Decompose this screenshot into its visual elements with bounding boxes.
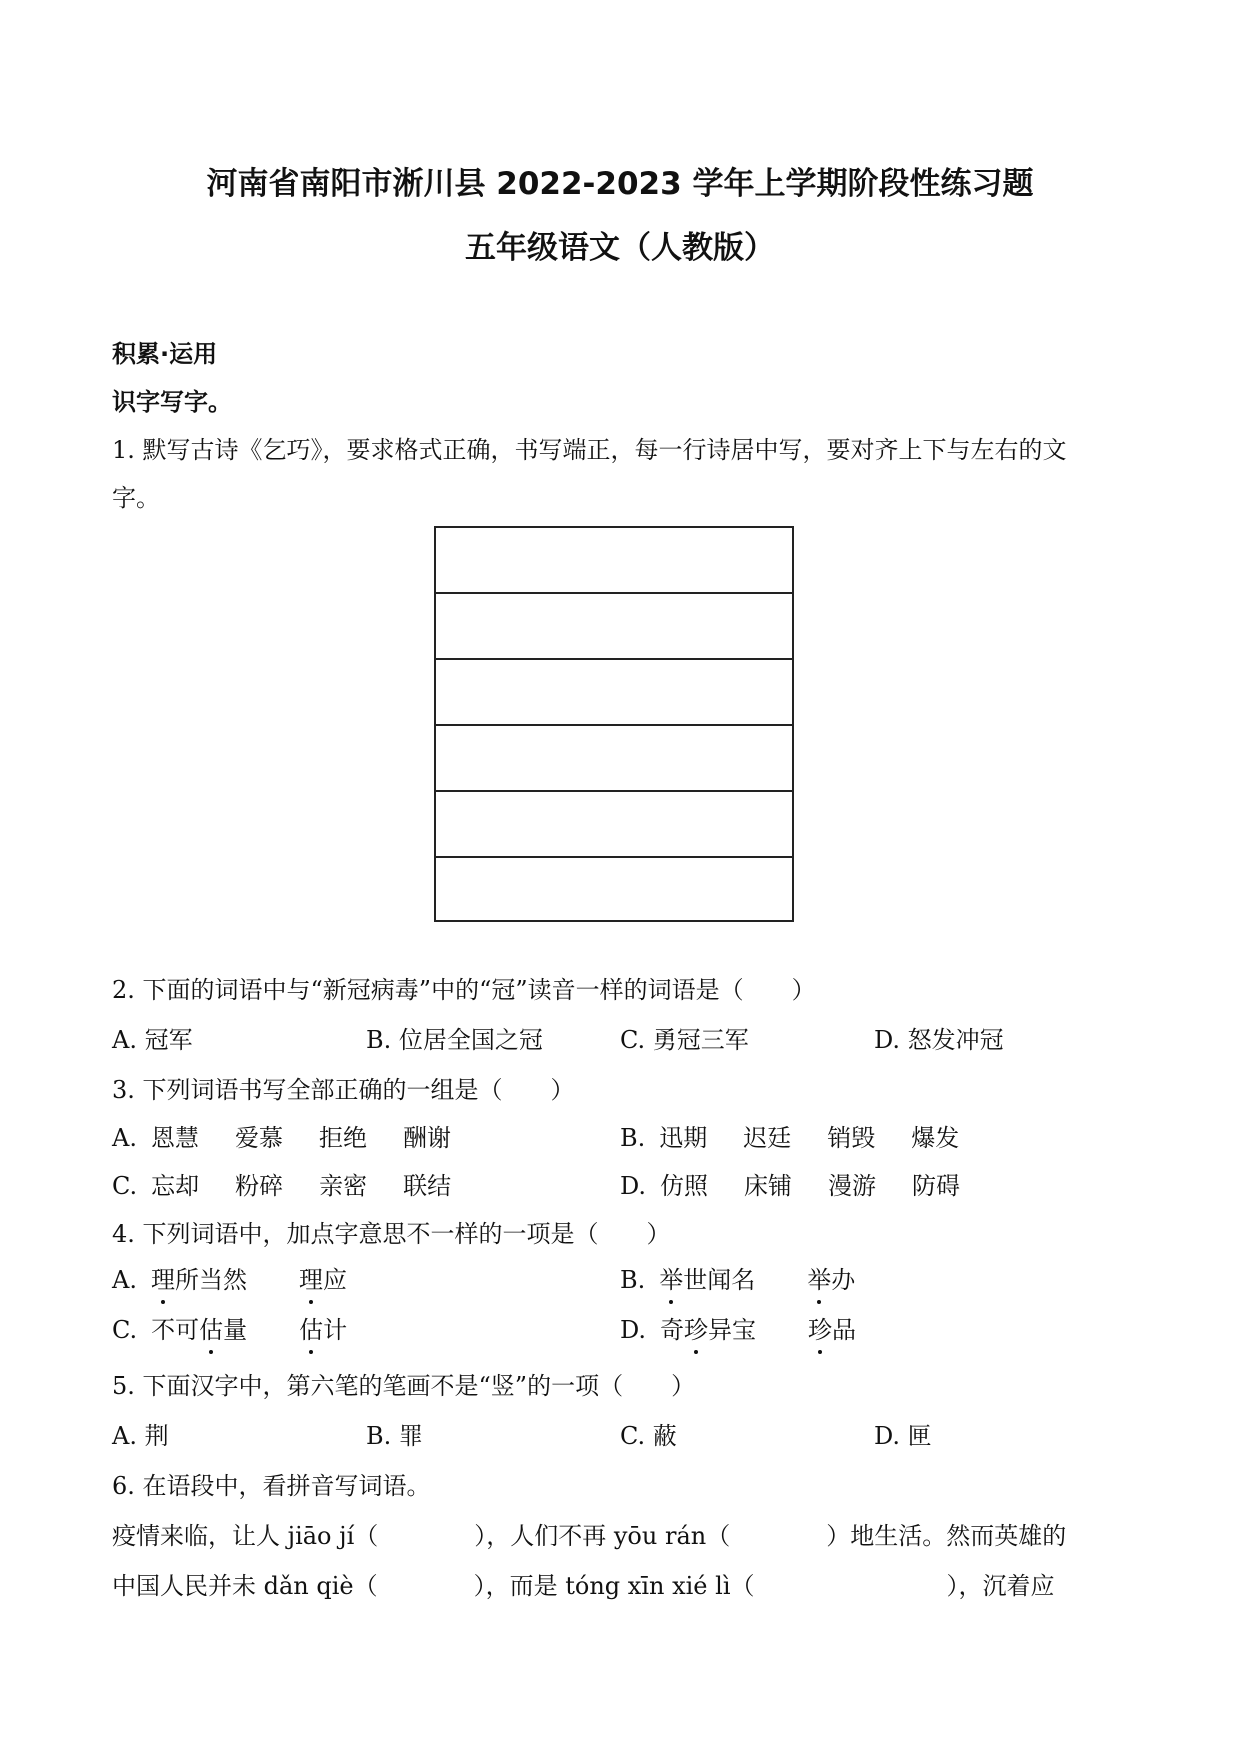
- sub-heading: 识字写字。: [112, 388, 232, 416]
- word: 恩慧: [150, 1124, 199, 1152]
- q1-stem-line1: 1. 默写古诗《乞巧》，要求格式正确，书写端正，每一行诗居中写，要对齐上下与左右的文: [112, 436, 1067, 464]
- q6-passage-line1: 疫情来临，让人 jiāo jí（ ），人们不再 yōu rán（ ）地生活。然而英雄的: [112, 1522, 1067, 1550]
- page-title: 河南省南阳市淅川县 2022-2023 学年上学期阶段性练习题: [206, 166, 1034, 202]
- dotted-char: 理: [298, 1266, 323, 1294]
- dotted-char: 估: [199, 1316, 224, 1344]
- word: 拒绝: [318, 1124, 367, 1152]
- q3-option-b[interactable]: [620, 1122, 995, 1154]
- word: 粉碎: [235, 1172, 284, 1200]
- option-label: B.: [620, 1266, 646, 1294]
- q3-stem: 3. 下列词语书写全部正确的一组是（ ）: [112, 1076, 575, 1104]
- q4-option-c[interactable]: [112, 1314, 347, 1346]
- option-label: D.: [620, 1172, 647, 1200]
- q2-stem: 2. 下面的词语中与“新冠病毒”中的“冠”读音一样的词语是（ ）: [112, 976, 816, 1004]
- section-heading: 积累·运用: [112, 340, 218, 368]
- q3-option-d[interactable]: [620, 1170, 996, 1202]
- word: 床铺: [744, 1172, 793, 1200]
- q3-option-c[interactable]: [112, 1170, 487, 1202]
- q3-option-a[interactable]: [112, 1122, 487, 1154]
- q2-option-c[interactable]: C. 勇冠三军: [620, 1026, 749, 1054]
- dotted-char: 珍: [684, 1316, 709, 1344]
- word: 联结: [403, 1172, 452, 1200]
- word-rest: 办: [831, 1266, 856, 1294]
- q1-stem-line2: 字。: [112, 484, 160, 512]
- q5-option-b[interactable]: B. 罪: [366, 1422, 423, 1450]
- dotted-char: 举: [659, 1266, 684, 1294]
- word: 迟廷: [743, 1124, 792, 1152]
- poem-grid-row[interactable]: [436, 528, 792, 594]
- q6-stem: 6. 在语段中，看拼音写词语。: [112, 1472, 431, 1500]
- q4-option-b[interactable]: [620, 1264, 855, 1296]
- word: 忘却: [151, 1172, 200, 1200]
- word: 爆发: [911, 1124, 960, 1152]
- option-label: C.: [112, 1316, 138, 1344]
- option-label: A.: [112, 1124, 137, 1152]
- word: 防碍: [912, 1172, 961, 1200]
- option-label: A.: [112, 1266, 137, 1294]
- word-rest: 所当然: [174, 1266, 247, 1294]
- dotted-char: 估: [299, 1316, 324, 1344]
- word-pre: 不可: [151, 1316, 200, 1344]
- q5-option-d[interactable]: D. 匣: [874, 1422, 932, 1450]
- word-rest: 应: [322, 1266, 347, 1294]
- word: 迅期: [659, 1124, 708, 1152]
- word-rest: 计: [323, 1316, 348, 1344]
- poem-grid-row[interactable]: [436, 858, 792, 924]
- word-rest: 世闻名: [683, 1266, 756, 1294]
- dotted-char: 珍: [808, 1316, 833, 1344]
- q5-option-c[interactable]: C. 蔽: [620, 1422, 677, 1450]
- q4-option-d[interactable]: [620, 1314, 856, 1346]
- word-rest: 量: [223, 1316, 248, 1344]
- word: 漫游: [828, 1172, 877, 1200]
- q5-stem: 5. 下面汉字中，第六笔的笔画不是“竖”的一项（ ）: [112, 1372, 696, 1400]
- word-rest: 异宝: [708, 1316, 757, 1344]
- q5-option-a[interactable]: A. 荆: [112, 1422, 169, 1450]
- q2-option-b[interactable]: B. 位居全国之冠: [366, 1026, 543, 1054]
- poem-grid-row[interactable]: [436, 792, 792, 858]
- word: 亲密: [319, 1172, 368, 1200]
- word: 爱慕: [234, 1124, 283, 1152]
- word: 销毁: [827, 1124, 876, 1152]
- page-subtitle: 五年级语文（人教版）: [465, 230, 775, 266]
- q4-option-a[interactable]: [112, 1264, 347, 1296]
- q2-option-a[interactable]: A. 冠军: [112, 1026, 193, 1054]
- poem-grid-row[interactable]: [436, 726, 792, 792]
- word: 酬谢: [402, 1124, 451, 1152]
- word-pre: 奇: [660, 1316, 685, 1344]
- poem-writing-grid[interactable]: [434, 526, 794, 922]
- poem-grid-row[interactable]: [436, 660, 792, 726]
- option-label: D.: [620, 1316, 647, 1344]
- poem-grid-row[interactable]: [436, 594, 792, 660]
- q4-stem: 4. 下列词语中，加点字意思不一样的一项是（ ）: [112, 1220, 671, 1248]
- option-label: C.: [112, 1172, 138, 1200]
- q2-option-d[interactable]: D. 怒发冲冠: [874, 1026, 1004, 1054]
- word-rest: 品: [832, 1316, 857, 1344]
- dotted-char: 理: [150, 1266, 175, 1294]
- word: 仿照: [660, 1172, 709, 1200]
- q6-passage-line2: 中国人民并未 dǎn qiè（ ），而是 tóng xīn xié lì（ ），沉着应: [112, 1572, 1055, 1600]
- option-label: B.: [620, 1124, 646, 1152]
- dotted-char: 举: [807, 1266, 832, 1294]
